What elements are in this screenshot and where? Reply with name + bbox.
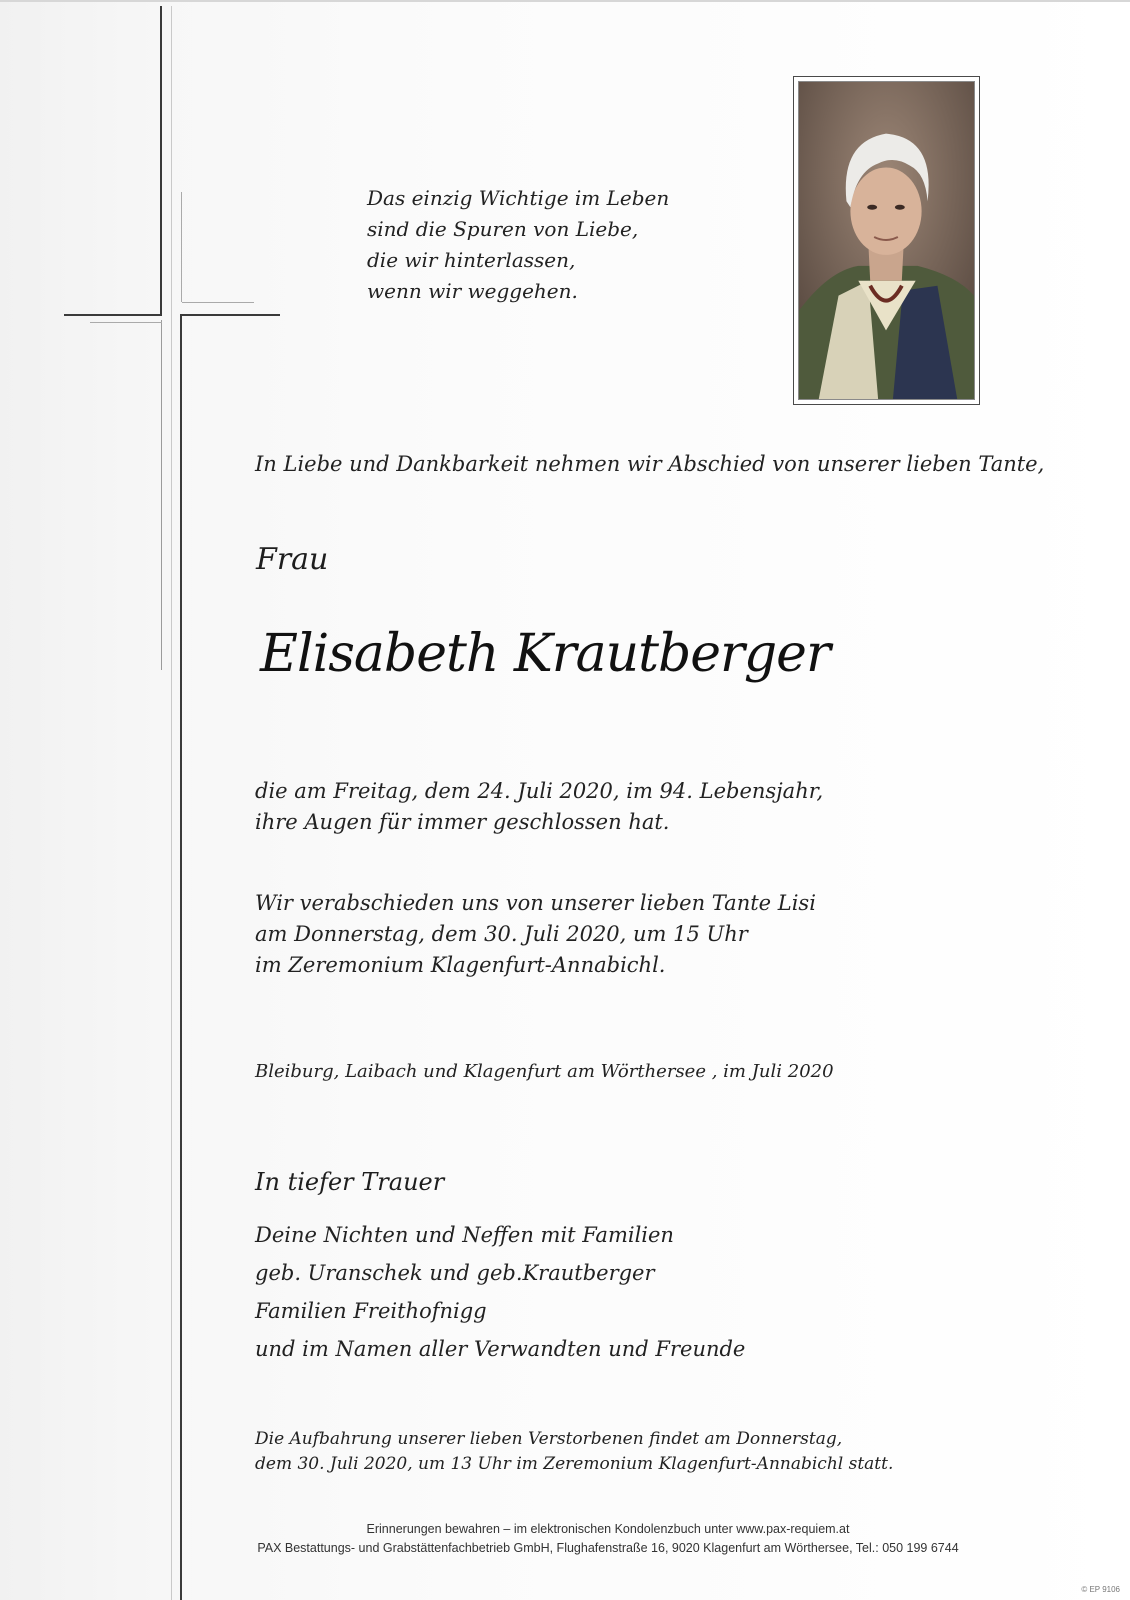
mourning-heading: In tiefer Trauer	[255, 1168, 445, 1196]
mourners-list	[255, 1216, 745, 1368]
footer-condolence-line: Erinnerungen bewahren – im elektronischen Kondolenzbuch unter www.pax-requiem.at	[366, 1522, 850, 1536]
deceased-name: Elisabeth Krautberger	[260, 624, 830, 684]
mourner-line: Deine Nichten und Neffen mit Familien	[255, 1223, 674, 1247]
quote-line: Das einzig Wichtige im Leben	[367, 186, 670, 210]
portrait-frame	[793, 76, 980, 405]
laying-line: dem 30. Juli 2020, um 13 Uhr im Zeremonium Klagenfurt-Annabichl statt.	[255, 1454, 894, 1474]
mourner-line: geb. Uranschek und geb.Krautberger	[255, 1261, 655, 1285]
salutation: Frau	[256, 542, 329, 577]
funeral-details-line: Wir verabschieden uns von unserer lieben Tante Lisi	[255, 891, 816, 915]
quote-line: sind die Spuren von Liebe,	[367, 217, 639, 241]
portrait-photo	[798, 81, 975, 400]
quote-line: die wir hinterlassen,	[367, 248, 576, 272]
cross-vertical-line-long	[171, 6, 172, 1600]
funeral-details-line: im Zeremonium Klagenfurt-Annabichl.	[255, 953, 666, 977]
cross-vertical-line-upper	[181, 192, 182, 302]
footer-company-line: PAX Bestattungs- und Grabstättenfachbetrieb GmbH, Flughafenstraße 16, 9020 Klagenfurt am Wörthersee, Tel.: 050 199 6744	[257, 1541, 959, 1555]
cross-horizontal-line-right	[180, 314, 280, 316]
document-code: © EP 9106	[1081, 1585, 1120, 1594]
cross-vertical-line-lower	[180, 315, 182, 1600]
top-edge-line	[0, 0, 1130, 2]
cross-vertical-line-light	[161, 320, 162, 670]
cross-horizontal-line-left-light	[90, 322, 162, 323]
laying-line: Die Aufbahrung unserer lieben Verstorbenen findet am Donnerstag,	[255, 1429, 843, 1449]
death-notice-line: die am Freitag, dem 24. Juli 2020, im 94. Lebensjahr,	[255, 779, 824, 803]
portrait-illustration	[799, 82, 974, 399]
farewell-intro: In Liebe und Dankbarkeit nehmen wir Abschied von unserer lieben Tante,	[255, 452, 1045, 476]
mourner-line: Familien Freithofnigg	[255, 1299, 487, 1323]
death-notice-line: ihre Augen für immer geschlossen hat.	[255, 810, 670, 834]
cross-horizontal-line-left	[64, 314, 162, 316]
laying-in-state-notice	[255, 1427, 893, 1477]
quote-line: wenn wir weggehen.	[367, 279, 578, 303]
mourner-line: und im Namen aller Verwandten und Freunde	[255, 1337, 746, 1361]
funeral-details-line: am Donnerstag, dem 30. Juli 2020, um 15 Uhr	[255, 922, 748, 946]
funeral-details	[255, 888, 816, 981]
cross-horizontal-line-right-light	[182, 302, 254, 303]
cross-vertical-line	[160, 6, 162, 316]
places-and-date: Bleiburg, Laibach und Klagenfurt am Wörthersee , im Juli 2020	[255, 1061, 834, 1082]
memorial-quote	[367, 183, 767, 307]
footer	[183, 1520, 1033, 1558]
death-notice	[255, 776, 823, 838]
